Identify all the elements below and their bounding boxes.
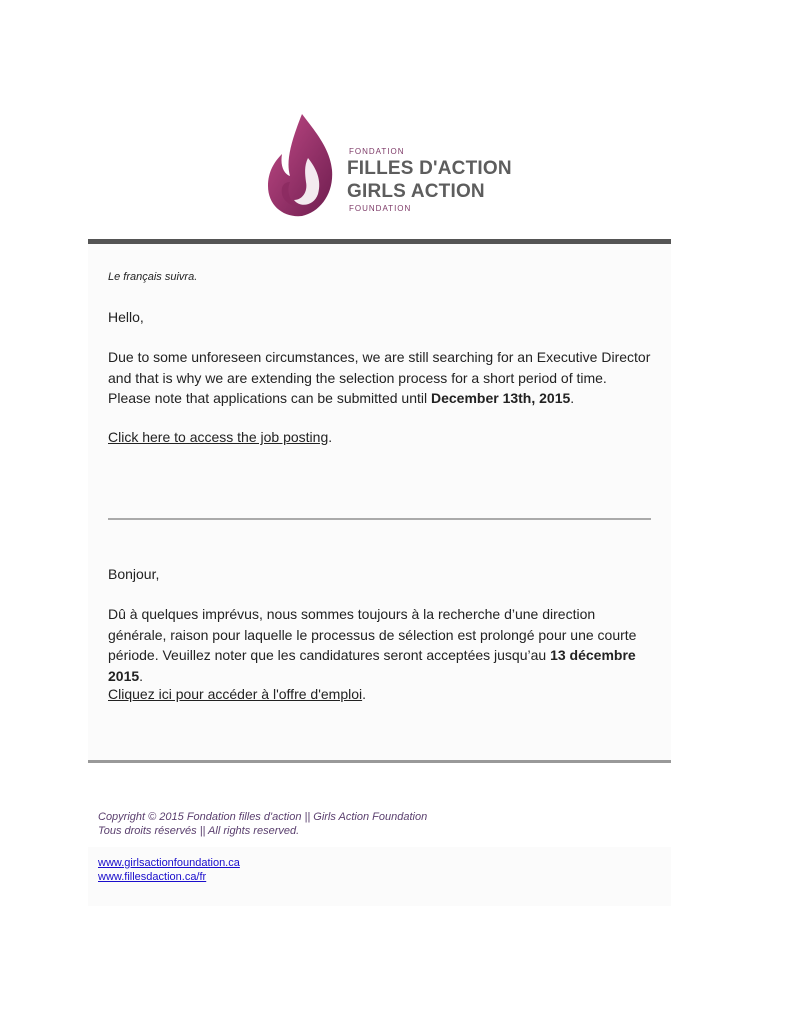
french-deadline: 13 décembre 2015: [108, 647, 636, 684]
french-paragraph-end: .: [139, 667, 144, 684]
flame-icon: [256, 108, 346, 226]
english-link-period: .: [328, 429, 333, 445]
french-greeting: Bonjour,: [108, 566, 160, 582]
english-greeting: Hello,: [108, 309, 144, 325]
copyright-line-2: Tous droits réservés || All rights reserved.: [98, 824, 300, 837]
language-divider: [108, 518, 651, 520]
english-paragraph: [108, 347, 653, 409]
foundation-logo: [256, 108, 512, 226]
french-paragraph-text: Dû à quelques imprévus, nous sommes toujours à la recherche d’une direction générale, raison pour laquelle le processus de sélection est prolongé pour une courte période. Veuillez noter que les candidatures seront acceptées jusqu’au: [108, 606, 637, 663]
logo-text-filles-daction: FILLES D'ACTION: [347, 158, 512, 179]
language-note: Le français suivra.: [108, 271, 198, 283]
footer-links: [98, 857, 240, 884]
english-paragraph-end: .: [570, 390, 575, 406]
email-container: [88, 96, 671, 906]
french-link-period: .: [362, 686, 366, 702]
offre-emploi-link[interactable]: Cliquez ici pour accéder à l'offre d'emploi: [108, 686, 363, 702]
header-divider: [88, 239, 671, 244]
copyright-text: [98, 811, 427, 838]
logo-text-fondation: FONDATION: [349, 147, 405, 156]
email-header: [88, 96, 671, 239]
logo-text-foundation: FOUNDATION: [349, 204, 412, 213]
english-paragraph-text: Due to some unforeseen circumstances, we are still searching for an Executive Director and that is why we are extending the selection process for a short period of time. Please note that applications can be submitted until: [108, 349, 651, 406]
french-link-line: [108, 684, 653, 705]
french-paragraph: [108, 604, 653, 686]
job-posting-link[interactable]: Click here to access the job posting: [108, 429, 329, 445]
fillesdaction-website-link[interactable]: www.fillesdaction.ca/fr: [98, 870, 207, 883]
english-link-line: [108, 427, 653, 448]
copyright-line-1: Copyright © 2015 Fondation filles d'action || Girls Action Foundation: [98, 811, 428, 823]
english-deadline: December 13th, 2015: [430, 390, 571, 406]
girlsaction-website-link[interactable]: www.girlsactionfoundation.ca: [98, 857, 240, 869]
logo-text-girls-action: GIRLS ACTION: [347, 181, 485, 202]
